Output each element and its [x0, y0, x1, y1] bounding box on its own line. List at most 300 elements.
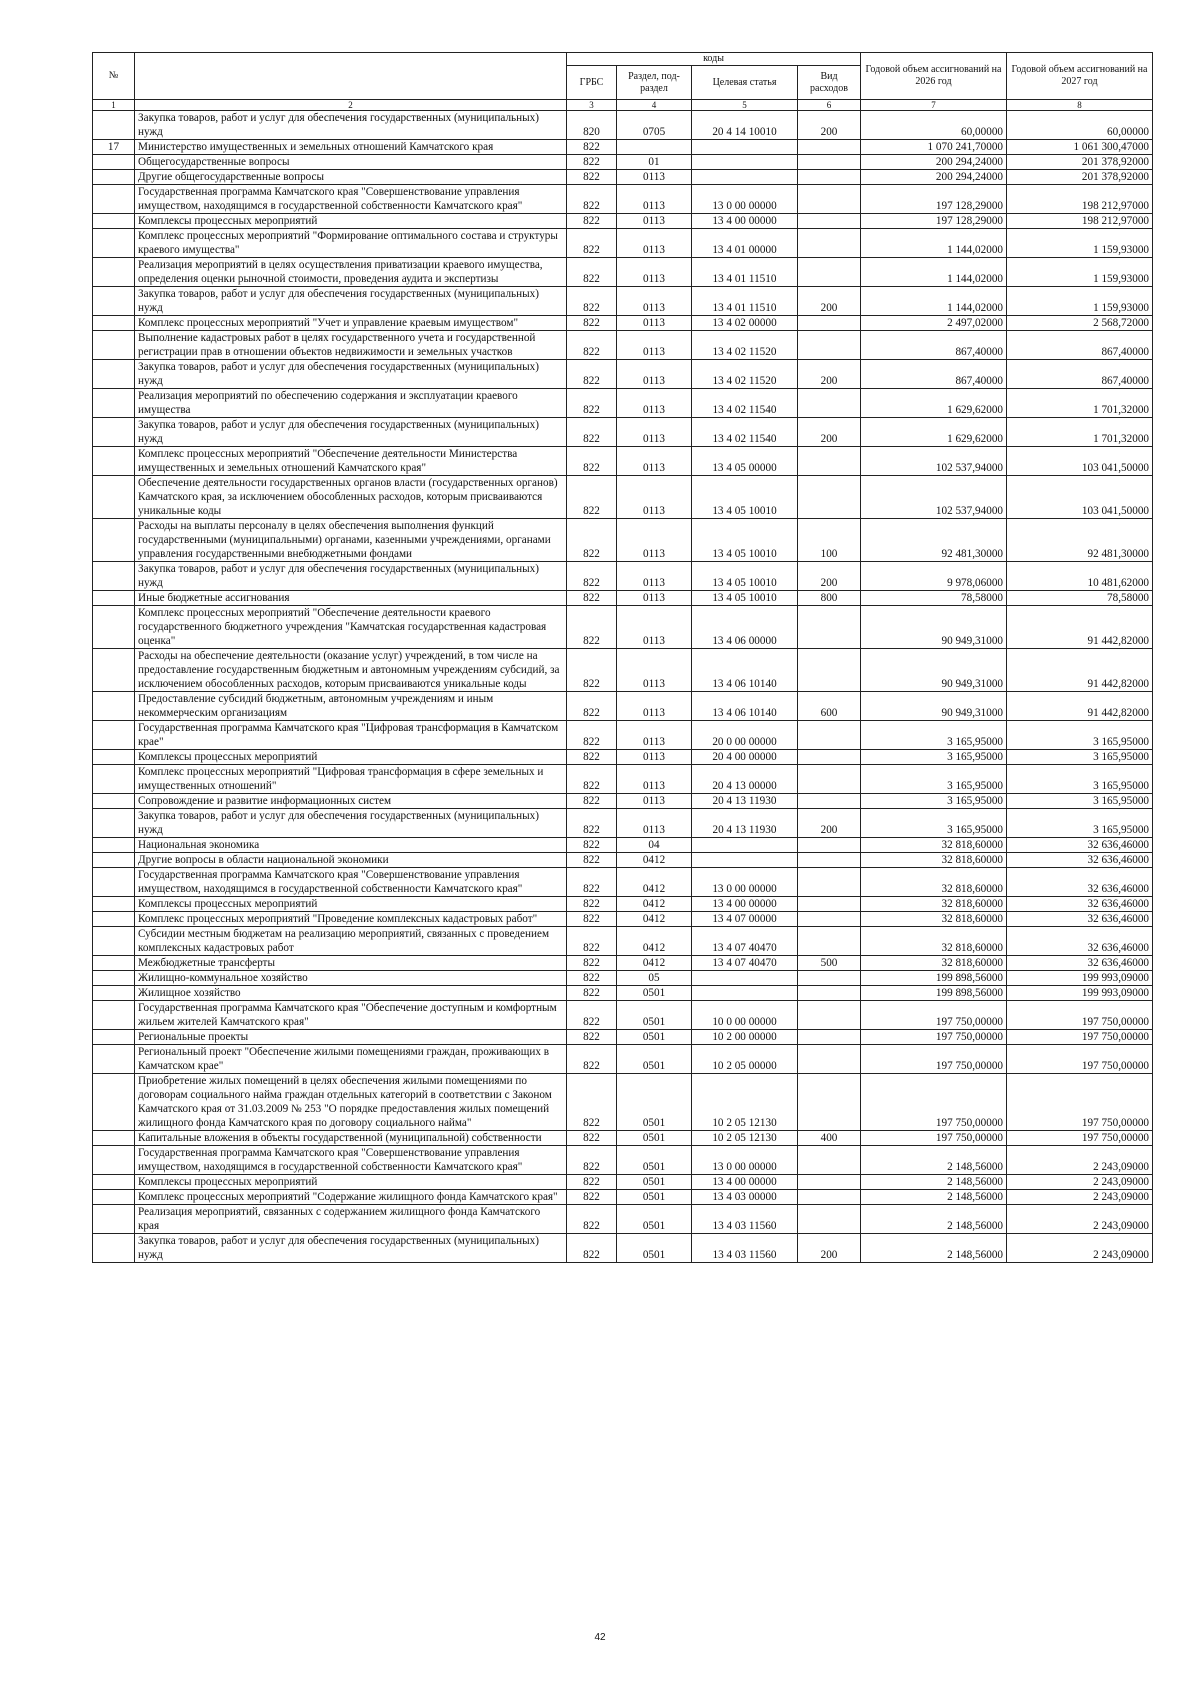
amount-2026: 1 629,62000	[861, 418, 1007, 447]
section-code: 04	[617, 838, 692, 853]
grbs-code: 822	[567, 331, 617, 360]
amount-2027: 2 243,09000	[1007, 1190, 1153, 1205]
expense-name: Комплекс процессных мероприятий "Учет и управление краевым имуществом"	[135, 316, 567, 331]
row-number	[93, 809, 135, 838]
target-article-code: 13 4 06 10140	[692, 692, 798, 721]
amount-2026: 90 949,31000	[861, 606, 1007, 649]
target-article-code: 10 2 05 00000	[692, 1045, 798, 1074]
header-razdel: Раздел, под-раздел	[617, 66, 692, 100]
expense-type-code	[798, 1030, 861, 1045]
section-code: 0113	[617, 331, 692, 360]
grbs-code: 822	[567, 185, 617, 214]
amount-2026: 90 949,31000	[861, 692, 1007, 721]
section-code: 0113	[617, 606, 692, 649]
target-article-code: 10 2 00 00000	[692, 1030, 798, 1045]
grbs-code: 822	[567, 140, 617, 155]
table-row	[93, 1030, 1153, 1045]
expense-type-code: 600	[798, 692, 861, 721]
amount-2027: 32 636,46000	[1007, 927, 1153, 956]
row-number: 17	[93, 140, 135, 155]
row-number	[93, 331, 135, 360]
amount-2027: 10 481,62000	[1007, 562, 1153, 591]
amount-2027: 2 243,09000	[1007, 1234, 1153, 1263]
amount-2026: 197 750,00000	[861, 1001, 1007, 1030]
table-row	[93, 897, 1153, 912]
amount-2026: 32 818,60000	[861, 912, 1007, 927]
target-article-code	[692, 838, 798, 853]
grbs-code: 822	[567, 927, 617, 956]
header-codes: коды	[567, 53, 861, 66]
table-row	[93, 1190, 1153, 1205]
expense-type-code	[798, 258, 861, 287]
amount-2026: 32 818,60000	[861, 838, 1007, 853]
expense-name: Расходы на выплаты персоналу в целях обеспечения выполнения функций государственными (муниципальными) органами, казенными учреждениями, органами управления государственными внебюджетными фондами	[135, 519, 567, 562]
amount-2027: 201 378,92000	[1007, 170, 1153, 185]
amount-2027: 32 636,46000	[1007, 956, 1153, 971]
row-number	[93, 316, 135, 331]
expense-name: Реализация мероприятий в целях осуществления приватизации краевого имущества, определения оценки рыночной стоимости, проведения аудита и экспертизы	[135, 258, 567, 287]
table-row	[93, 606, 1153, 649]
expense-name: Реализация мероприятий, связанных с содержанием жилищного фонда Камчатского края	[135, 1205, 567, 1234]
table-row	[93, 794, 1153, 809]
table-row	[93, 562, 1153, 591]
table-row	[93, 1175, 1153, 1190]
target-article-code: 13 4 05 10010	[692, 476, 798, 519]
target-article-code: 13 4 07 40470	[692, 927, 798, 956]
row-number	[93, 1234, 135, 1263]
grbs-code: 822	[567, 476, 617, 519]
expense-name: Другие общегосударственные вопросы	[135, 170, 567, 185]
expense-name: Комплекс процессных мероприятий "Цифровая трансформация в сфере земельных и имущественных отношений"	[135, 765, 567, 794]
grbs-code: 822	[567, 591, 617, 606]
target-article-code: 13 4 05 10010	[692, 519, 798, 562]
grbs-code: 822	[567, 258, 617, 287]
expense-type-code: 400	[798, 1131, 861, 1146]
row-number	[93, 606, 135, 649]
section-code	[617, 140, 692, 155]
row-number	[93, 1190, 135, 1205]
section-code: 0113	[617, 765, 692, 794]
amount-2026: 197 128,29000	[861, 214, 1007, 229]
target-article-code: 13 4 07 00000	[692, 912, 798, 927]
col-index: 1	[93, 100, 135, 111]
expense-name: Закупка товаров, работ и услуг для обеспечения государственных (муниципальных) нужд	[135, 287, 567, 316]
table-row	[93, 853, 1153, 868]
amount-2026: 2 148,56000	[861, 1234, 1007, 1263]
row-number	[93, 1205, 135, 1234]
expense-name: Государственная программа Камчатского края "Обеспечение доступным и комфортным жильем жителей Камчатского края"	[135, 1001, 567, 1030]
row-number	[93, 360, 135, 389]
grbs-code: 822	[567, 692, 617, 721]
expense-name: Комплексы процессных мероприятий	[135, 1175, 567, 1190]
amount-2027: 2 243,09000	[1007, 1175, 1153, 1190]
amount-2027: 1 061 300,47000	[1007, 140, 1153, 155]
target-article-code: 13 4 05 00000	[692, 447, 798, 476]
row-number	[93, 956, 135, 971]
table-row	[93, 692, 1153, 721]
amount-2026: 2 148,56000	[861, 1175, 1007, 1190]
amount-2026: 2 148,56000	[861, 1146, 1007, 1175]
amount-2027: 3 165,95000	[1007, 750, 1153, 765]
table-row	[93, 418, 1153, 447]
row-number	[93, 868, 135, 897]
table-row	[93, 765, 1153, 794]
row-number	[93, 447, 135, 476]
grbs-code: 822	[567, 809, 617, 838]
grbs-code: 822	[567, 1146, 617, 1175]
expense-name: Закупка товаров, работ и услуг для обеспечения государственных (муниципальных) нужд	[135, 562, 567, 591]
amount-2026: 3 165,95000	[861, 794, 1007, 809]
expense-type-code	[798, 1001, 861, 1030]
table-row	[93, 287, 1153, 316]
target-article-code: 13 4 00 00000	[692, 897, 798, 912]
amount-2026: 78,58000	[861, 591, 1007, 606]
section-code: 0412	[617, 897, 692, 912]
amount-2027: 103 041,50000	[1007, 476, 1153, 519]
grbs-code: 822	[567, 229, 617, 258]
amount-2027: 2 243,09000	[1007, 1146, 1153, 1175]
expense-name: Министерство имущественных и земельных отношений Камчатского края	[135, 140, 567, 155]
grbs-code: 822	[567, 170, 617, 185]
section-code: 0501	[617, 986, 692, 1001]
amount-2027: 3 165,95000	[1007, 721, 1153, 750]
amount-2026: 60,00000	[861, 111, 1007, 140]
target-article-code: 13 4 02 11540	[692, 418, 798, 447]
amount-2027: 197 750,00000	[1007, 1001, 1153, 1030]
row-number	[93, 692, 135, 721]
expense-type-code	[798, 794, 861, 809]
section-code: 0412	[617, 912, 692, 927]
amount-2027: 197 750,00000	[1007, 1131, 1153, 1146]
expense-name: Закупка товаров, работ и услуг для обеспечения государственных (муниципальных) нужд	[135, 418, 567, 447]
target-article-code: 20 4 13 00000	[692, 765, 798, 794]
table-row	[93, 591, 1153, 606]
amount-2026: 1 629,62000	[861, 389, 1007, 418]
target-article-code: 10 0 00 00000	[692, 1001, 798, 1030]
amount-2026: 867,40000	[861, 331, 1007, 360]
table-row	[93, 360, 1153, 389]
amount-2026: 197 750,00000	[861, 1131, 1007, 1146]
target-article-code: 13 4 02 11520	[692, 360, 798, 389]
row-number	[93, 986, 135, 1001]
table-row	[93, 519, 1153, 562]
amount-2027: 32 636,46000	[1007, 897, 1153, 912]
row-number	[93, 765, 135, 794]
grbs-code: 822	[567, 519, 617, 562]
expense-type-code	[798, 765, 861, 794]
target-article-code: 13 4 00 00000	[692, 1175, 798, 1190]
amount-2026: 2 497,02000	[861, 316, 1007, 331]
row-number	[93, 1030, 135, 1045]
col-index: 8	[1007, 100, 1153, 111]
row-number	[93, 1146, 135, 1175]
table-row	[93, 986, 1153, 1001]
amount-2026: 102 537,94000	[861, 447, 1007, 476]
target-article-code: 20 4 00 00000	[692, 750, 798, 765]
amount-2027: 198 212,97000	[1007, 185, 1153, 214]
expense-type-code	[798, 185, 861, 214]
expense-type-code	[798, 606, 861, 649]
expense-type-code	[798, 912, 861, 927]
section-code: 0705	[617, 111, 692, 140]
amount-2027: 32 636,46000	[1007, 838, 1153, 853]
grbs-code: 822	[567, 838, 617, 853]
table-row	[93, 1205, 1153, 1234]
expense-type-code	[798, 476, 861, 519]
expense-name: Закупка товаров, работ и услуг для обеспечения государственных (муниципальных) нужд	[135, 1234, 567, 1263]
target-article-code: 13 4 07 40470	[692, 956, 798, 971]
expense-type-code: 200	[798, 418, 861, 447]
target-article-code: 13 4 06 00000	[692, 606, 798, 649]
amount-2026: 199 898,56000	[861, 986, 1007, 1001]
expense-name: Расходы на обеспечение деятельности (оказание услуг) учреждений, в том числе на предоставление государственным бюджетным и автономным учреждениям субсидий, за исключением обособленных расходов, которым присваиваются уникальные коды	[135, 649, 567, 692]
grbs-code: 822	[567, 721, 617, 750]
page-number: 42	[594, 1632, 606, 1643]
amount-2026: 1 144,02000	[861, 258, 1007, 287]
target-article-code: 13 4 02 00000	[692, 316, 798, 331]
expense-name: Жилищное хозяйство	[135, 986, 567, 1001]
expense-name: Комплекс процессных мероприятий "Обеспечение деятельности Министерства имущественных и земельных отношений Камчатского края"	[135, 447, 567, 476]
col-index: 2	[135, 100, 567, 111]
section-code: 0412	[617, 868, 692, 897]
expense-type-code	[798, 868, 861, 897]
table-row	[93, 1001, 1153, 1030]
col-index: 7	[861, 100, 1007, 111]
amount-2026: 32 818,60000	[861, 927, 1007, 956]
expense-type-code: 100	[798, 519, 861, 562]
row-number	[93, 853, 135, 868]
grbs-code: 822	[567, 214, 617, 229]
target-article-code: 13 4 02 11520	[692, 331, 798, 360]
expense-name: Другие вопросы в области национальной экономики	[135, 853, 567, 868]
expense-type-code: 200	[798, 809, 861, 838]
section-code: 0412	[617, 927, 692, 956]
table-row	[93, 956, 1153, 971]
grbs-code: 822	[567, 562, 617, 591]
amount-2027: 3 165,95000	[1007, 765, 1153, 794]
expense-type-code	[798, 853, 861, 868]
grbs-code: 822	[567, 971, 617, 986]
amount-2027: 103 041,50000	[1007, 447, 1153, 476]
row-number	[93, 229, 135, 258]
grbs-code: 822	[567, 1045, 617, 1074]
expense-name: Приобретение жилых помещений в целях обеспечения жилыми помещениями по договорам социального найма граждан отдельных категорий в соответствии с Законом Камчатского края от 31.03.2009 № 253 "О порядке предоставления жилых помещений жилищного фонда Камчатского края по договору социального найма"	[135, 1074, 567, 1131]
grbs-code: 822	[567, 1175, 617, 1190]
table-row	[93, 1045, 1153, 1074]
amount-2027: 197 750,00000	[1007, 1045, 1153, 1074]
target-article-code: 13 4 03 00000	[692, 1190, 798, 1205]
target-article-code	[692, 853, 798, 868]
amount-2026: 32 818,60000	[861, 853, 1007, 868]
amount-2027: 32 636,46000	[1007, 853, 1153, 868]
grbs-code: 822	[567, 316, 617, 331]
amount-2026: 197 750,00000	[861, 1045, 1007, 1074]
row-number	[93, 927, 135, 956]
expense-type-code	[798, 838, 861, 853]
row-number	[93, 1074, 135, 1131]
section-code: 0501	[617, 1131, 692, 1146]
table-row	[93, 140, 1153, 155]
expense-type-code: 200	[798, 287, 861, 316]
table-row	[93, 1234, 1153, 1263]
section-code: 0113	[617, 794, 692, 809]
row-number	[93, 170, 135, 185]
col-index: 4	[617, 100, 692, 111]
row-number	[93, 1131, 135, 1146]
section-code: 0501	[617, 1205, 692, 1234]
expense-type-code	[798, 986, 861, 1001]
grbs-code: 822	[567, 389, 617, 418]
row-number	[93, 649, 135, 692]
col-index: 3	[567, 100, 617, 111]
section-code: 0113	[617, 591, 692, 606]
header-vr: Вид расходов	[798, 66, 861, 100]
amount-2026: 197 750,00000	[861, 1030, 1007, 1045]
amount-2026: 200 294,24000	[861, 155, 1007, 170]
row-number	[93, 214, 135, 229]
section-code: 0113	[617, 185, 692, 214]
amount-2027: 199 993,09000	[1007, 986, 1153, 1001]
section-code: 0501	[617, 1190, 692, 1205]
grbs-code: 822	[567, 1131, 617, 1146]
target-article-code: 13 0 00 00000	[692, 868, 798, 897]
grbs-code: 822	[567, 912, 617, 927]
grbs-code: 822	[567, 750, 617, 765]
row-number	[93, 794, 135, 809]
amount-2026: 32 818,60000	[861, 897, 1007, 912]
row-number	[93, 476, 135, 519]
table-row	[93, 170, 1153, 185]
table-row	[93, 331, 1153, 360]
amount-2026: 32 818,60000	[861, 956, 1007, 971]
target-article-code: 10 2 05 12130	[692, 1131, 798, 1146]
header-num: №	[93, 53, 135, 100]
expense-name: Государственная программа Камчатского края "Цифровая трансформация в Камчатском крае"	[135, 721, 567, 750]
table-row	[93, 229, 1153, 258]
amount-2026: 1 144,02000	[861, 287, 1007, 316]
target-article-code: 13 4 05 10010	[692, 591, 798, 606]
expense-type-code	[798, 1074, 861, 1131]
amount-2027: 201 378,92000	[1007, 155, 1153, 170]
expense-name: Субсидии местным бюджетам на реализацию мероприятий, связанных с проведением комплексных кадастровых работ	[135, 927, 567, 956]
expense-name: Обеспечение деятельности государственных органов власти (государственных органов) Камчатского края, за исключением обособленных расходов, которым присваиваются уникальные коды	[135, 476, 567, 519]
section-code: 0113	[617, 214, 692, 229]
grbs-code: 822	[567, 868, 617, 897]
section-code: 0113	[617, 562, 692, 591]
row-number	[93, 1001, 135, 1030]
grbs-code: 822	[567, 649, 617, 692]
target-article-code	[692, 971, 798, 986]
expense-name: Национальная экономика	[135, 838, 567, 853]
table-row	[93, 1074, 1153, 1131]
expense-name: Комплексы процессных мероприятий	[135, 750, 567, 765]
section-code: 0113	[617, 692, 692, 721]
expense-name: Закупка товаров, работ и услуг для обеспечения государственных (муниципальных) нужд	[135, 111, 567, 140]
expense-name: Комплекс процессных мероприятий "Формирование оптимального состава и структуры краевого имущества"	[135, 229, 567, 258]
section-code: 0113	[617, 750, 692, 765]
target-article-code: 10 2 05 12130	[692, 1074, 798, 1131]
target-article-code: 13 0 00 00000	[692, 1146, 798, 1175]
section-code: 0501	[617, 1001, 692, 1030]
expense-type-code: 500	[798, 956, 861, 971]
amount-2026: 2 148,56000	[861, 1205, 1007, 1234]
section-code: 0113	[617, 721, 692, 750]
amount-2027: 199 993,09000	[1007, 971, 1153, 986]
table-row	[93, 721, 1153, 750]
row-number	[93, 155, 135, 170]
expense-type-code	[798, 1175, 861, 1190]
row-number	[93, 185, 135, 214]
header-grbs: ГРБС	[567, 66, 617, 100]
amount-2027: 198 212,97000	[1007, 214, 1153, 229]
row-number	[93, 721, 135, 750]
expense-type-code	[798, 214, 861, 229]
row-number	[93, 258, 135, 287]
section-code: 0412	[617, 956, 692, 971]
expense-name: Межбюджетные трансферты	[135, 956, 567, 971]
section-code: 0113	[617, 476, 692, 519]
grbs-code: 822	[567, 1190, 617, 1205]
amount-2027: 78,58000	[1007, 591, 1153, 606]
section-code: 01	[617, 155, 692, 170]
expense-type-code	[798, 721, 861, 750]
expense-name: Государственная программа Камчатского края "Совершенствование управления имуществом, находящимся в государственной собственности Камчатского края"	[135, 185, 567, 214]
section-code: 0113	[617, 649, 692, 692]
grbs-code: 822	[567, 155, 617, 170]
expense-name: Комплексы процессных мероприятий	[135, 897, 567, 912]
header-2026: Годовой объем ассигнований на 2026 год	[861, 53, 1007, 100]
target-article-code	[692, 155, 798, 170]
grbs-code: 822	[567, 447, 617, 476]
table-row	[93, 111, 1153, 140]
expense-name: Региональный проект "Обеспечение жилыми помещениями граждан, проживающих в Камчатском крае"	[135, 1045, 567, 1074]
target-article-code: 20 4 13 11930	[692, 794, 798, 809]
target-article-code: 13 4 03 11560	[692, 1234, 798, 1263]
row-number	[93, 591, 135, 606]
table-row	[93, 912, 1153, 927]
table-body	[93, 111, 1153, 1263]
amount-2027: 1 159,93000	[1007, 258, 1153, 287]
col-index: 5	[692, 100, 798, 111]
table-row	[93, 838, 1153, 853]
expense-type-code	[798, 750, 861, 765]
table-row	[93, 927, 1153, 956]
table-row	[93, 214, 1153, 229]
header-cst: Целевая статья	[692, 66, 798, 100]
target-article-code: 13 4 01 11510	[692, 258, 798, 287]
expense-name: Комплекс процессных мероприятий "Содержание жилищного фонда Камчатского края"	[135, 1190, 567, 1205]
target-article-code: 13 4 06 10140	[692, 649, 798, 692]
expense-type-code	[798, 140, 861, 155]
expense-name: Региональные проекты	[135, 1030, 567, 1045]
amount-2027: 60,00000	[1007, 111, 1153, 140]
amount-2027: 1 701,32000	[1007, 389, 1153, 418]
expense-type-code	[798, 229, 861, 258]
table-row	[93, 1131, 1153, 1146]
budget-table	[92, 52, 1153, 1263]
expense-name: Выполнение кадастровых работ в целях государственного учета и государственной регистрации прав в отношении объектов недвижимости и земельных участков	[135, 331, 567, 360]
section-code: 0501	[617, 1074, 692, 1131]
target-article-code	[692, 140, 798, 155]
target-article-code: 13 4 01 00000	[692, 229, 798, 258]
table-row	[93, 649, 1153, 692]
grbs-code: 822	[567, 1030, 617, 1045]
row-number	[93, 562, 135, 591]
expense-name: Иные бюджетные ассигнования	[135, 591, 567, 606]
grbs-code: 822	[567, 1001, 617, 1030]
section-code: 0501	[617, 1045, 692, 1074]
column-index-row	[93, 100, 1153, 111]
